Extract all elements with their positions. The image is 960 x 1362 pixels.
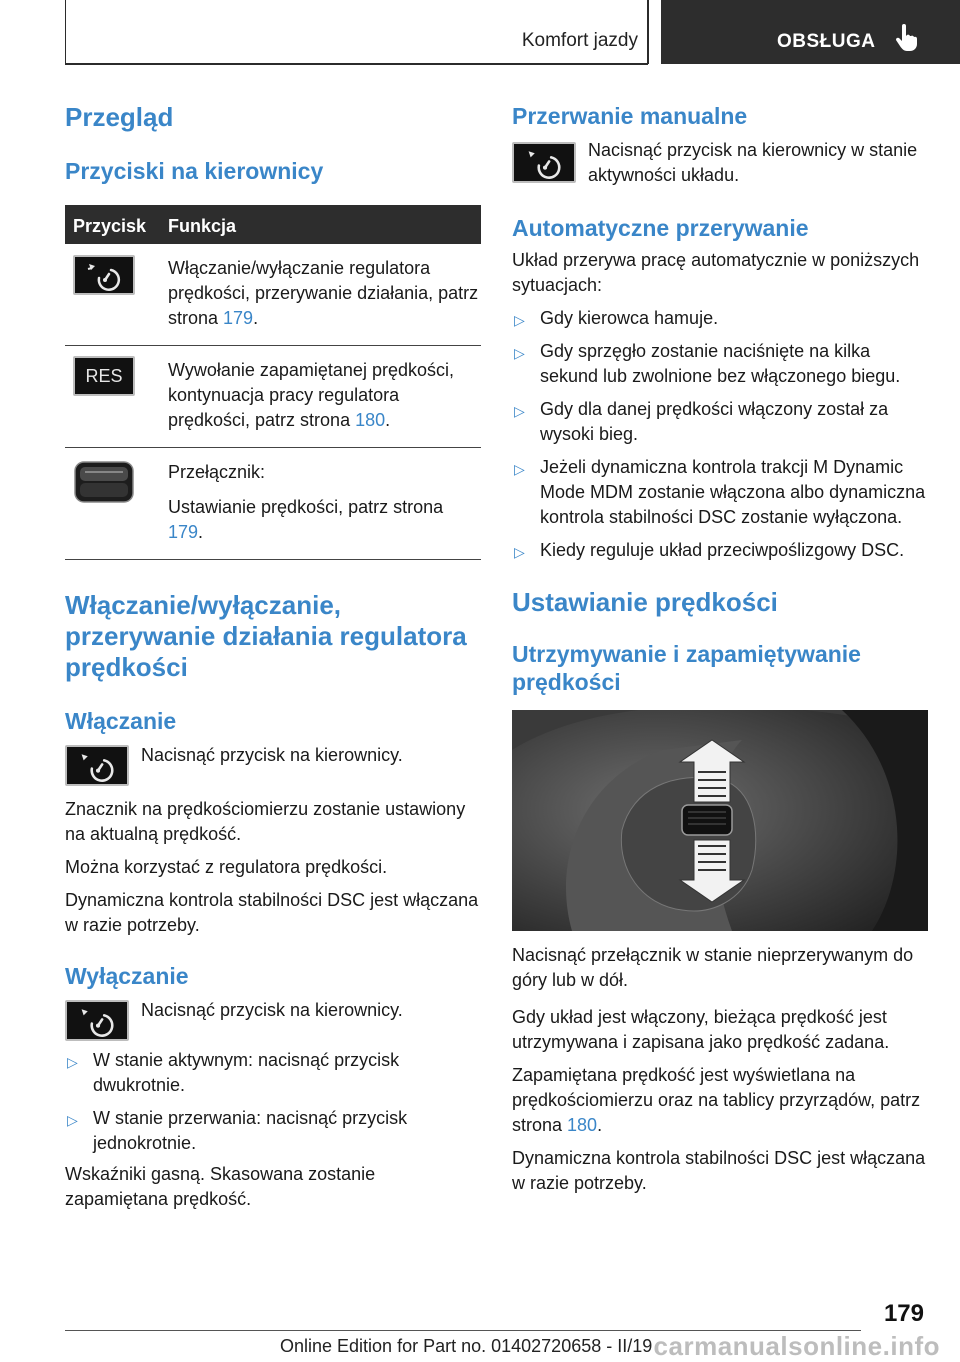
list-item: ▷ Kiedy reguluje układ przeciwpoślizgowy DSC.	[512, 538, 928, 563]
watermark: carmanualsonline.info	[653, 1331, 940, 1361]
header-divider	[647, 0, 649, 64]
page-link[interactable]: 180	[567, 1115, 598, 1135]
list-item: ▷ Gdy kierowca hamuje.	[512, 306, 928, 331]
res-button-icon	[73, 356, 135, 396]
step-text: Nacisnąć przycisk na kierownicy w stanie aktywności układu.	[588, 140, 918, 185]
paragraph: Nacisnąć przełącznik w stanie nieprzerywanym do góry lub w dół.	[512, 945, 914, 990]
heading-set-speed: Ustawianie prędkości	[512, 587, 778, 617]
section-title: Komfort jazdy	[521, 30, 638, 51]
table-row	[65, 448, 481, 560]
step-text: Nacisnąć przycisk na kierownicy.	[141, 1000, 403, 1020]
page-link[interactable]: 179	[223, 308, 254, 328]
steering-wheel-photo	[512, 710, 928, 931]
cruise-control-button-icon	[512, 142, 576, 183]
cruise-control-button-icon	[65, 1000, 129, 1041]
chapter-tab[interactable]	[661, 0, 960, 64]
heading-auto-interrupt: Automatyczne przerywanie	[512, 215, 809, 241]
heading-hold-speed: Utrzymywanie i zapamiętywanie prędkości	[512, 641, 861, 695]
list-item: ▷ W stanie aktywnym: nacisnąć przycisk dwukrotnie.	[67, 1050, 400, 1095]
function-text: Przełącznik:	[168, 462, 266, 482]
step-switch-off	[65, 998, 481, 1040]
triangle-bullet-icon: ▷	[514, 544, 525, 560]
table-row	[65, 244, 481, 346]
table-header-function: Funkcja	[168, 216, 237, 236]
right-column	[512, 90, 928, 1196]
function-description: Wywołanie zapamiętanej prędkości, kontynuacja pracy regulatora prędkości, patrz strona 180.	[168, 360, 454, 430]
function-description: Włączanie/wyłączanie regulatora prędkości, przerywanie działania, patrz strona 179.	[168, 258, 479, 328]
step-manual-interrupt	[512, 138, 928, 188]
triangle-bullet-icon: ▷	[514, 312, 525, 328]
header-divider	[65, 0, 66, 64]
step-switch-on	[65, 743, 481, 785]
paragraph: Układ przerywa pracę automatycznie w poniższych sytuacjach:	[512, 250, 920, 295]
function-text: Wywołanie zapamiętanej prędkości, kontynuacja pracy regulatora prędkości, patrz strona	[168, 360, 454, 430]
list-item: ▷ Gdy dla danej prędkości włączony został za wysoki bieg.	[514, 399, 889, 444]
paragraph: Można korzystać z regulatora prędkości.	[65, 857, 388, 877]
triangle-bullet-icon: ▷	[514, 403, 525, 419]
triangle-bullet-icon: ▷	[67, 1112, 78, 1128]
function-text: Włączanie/wyłączanie regulatora prędkości, przerywanie działania, patrz strona	[168, 258, 479, 328]
paragraph: Zapamiętana prędkość jest wyświetlana na prędkościomierzu oraz na tablicy przyrządów, patrz strona 180.	[512, 1065, 921, 1135]
function-text: Ustawianie prędkości, patrz strona	[168, 497, 444, 517]
page-header	[0, 0, 960, 66]
heading-manual-interrupt: Przerwanie manualne	[512, 103, 748, 129]
table-header-button: Przycisk	[73, 216, 147, 236]
heading-switch-on: Włączanie	[65, 708, 177, 734]
paragraph: Wskaźniki gasną. Skasowana zostanie zapamiętana prędkość.	[65, 1164, 376, 1209]
edition-info: Online Edition for Part no. 01402720658 - II/19	[280, 1336, 653, 1356]
heading-steering-buttons: Przyciski na kierownicy	[65, 158, 324, 184]
triangle-bullet-icon: ▷	[514, 461, 525, 477]
page-link[interactable]: 179	[168, 522, 199, 542]
paragraph: Znacznik na prędkościomierzu zostanie ustawiony na aktualną prędkość.	[65, 799, 466, 844]
function-description: Przełącznik: Ustawianie prędkości, patrz strona 179.	[168, 448, 481, 559]
rocker-switch-icon	[73, 460, 135, 509]
paragraph: Dynamiczna kontrola stabilności DSC jest włączana w razie potrzeby.	[65, 890, 479, 935]
triangle-bullet-icon: ▷	[67, 1054, 78, 1070]
pointing-hand-icon	[894, 24, 918, 57]
paragraph: Dynamiczna kontrola stabilności DSC jest włączana w razie potrzeby.	[512, 1148, 926, 1193]
buttons-table	[65, 205, 481, 560]
left-column	[65, 90, 481, 1212]
page-number: 179	[883, 1300, 924, 1327]
bullet-list	[65, 1048, 481, 1156]
list-item: ▷ Gdy sprzęgło zostanie naciśnięte na kilka sekund lub zwolnione bez włączonego biegu.	[514, 341, 901, 386]
triangle-bullet-icon: ▷	[514, 345, 525, 361]
cruise-control-button-icon	[73, 255, 135, 295]
cruise-control-button-icon	[65, 745, 129, 786]
res-button-label: RES	[73, 356, 135, 396]
header-divider	[65, 63, 648, 65]
step-text: Nacisnąć przycisk na kierownicy.	[141, 745, 403, 765]
paragraph: Gdy układ jest włączony, bieżąca prędkość jest utrzymywana i zapisana jako prędkość zadana.	[512, 1007, 890, 1052]
list-item: ▷ W stanie przerwania: nacisnąć przycisk jednokrotnie.	[67, 1108, 408, 1153]
heading-on-off: Włączanie/wyłączanie, przerywanie działania regulatora prędkości	[65, 590, 467, 682]
chapter-tab-label: OBSŁUGA	[777, 31, 876, 52]
table-row	[65, 346, 481, 448]
bullet-list	[512, 306, 928, 563]
heading-switch-off: Wyłączanie	[65, 963, 189, 989]
page-link[interactable]: 180	[355, 410, 386, 430]
heading-overview: Przegląd	[65, 102, 174, 132]
table-header	[65, 205, 481, 244]
list-item: ▷ Jeżeli dynamiczna kontrola trakcji M Dynamic Mode MDM zostanie włączona albo dynamiczna kontrola stabilności DSC zostanie wyłączona.	[514, 457, 926, 527]
